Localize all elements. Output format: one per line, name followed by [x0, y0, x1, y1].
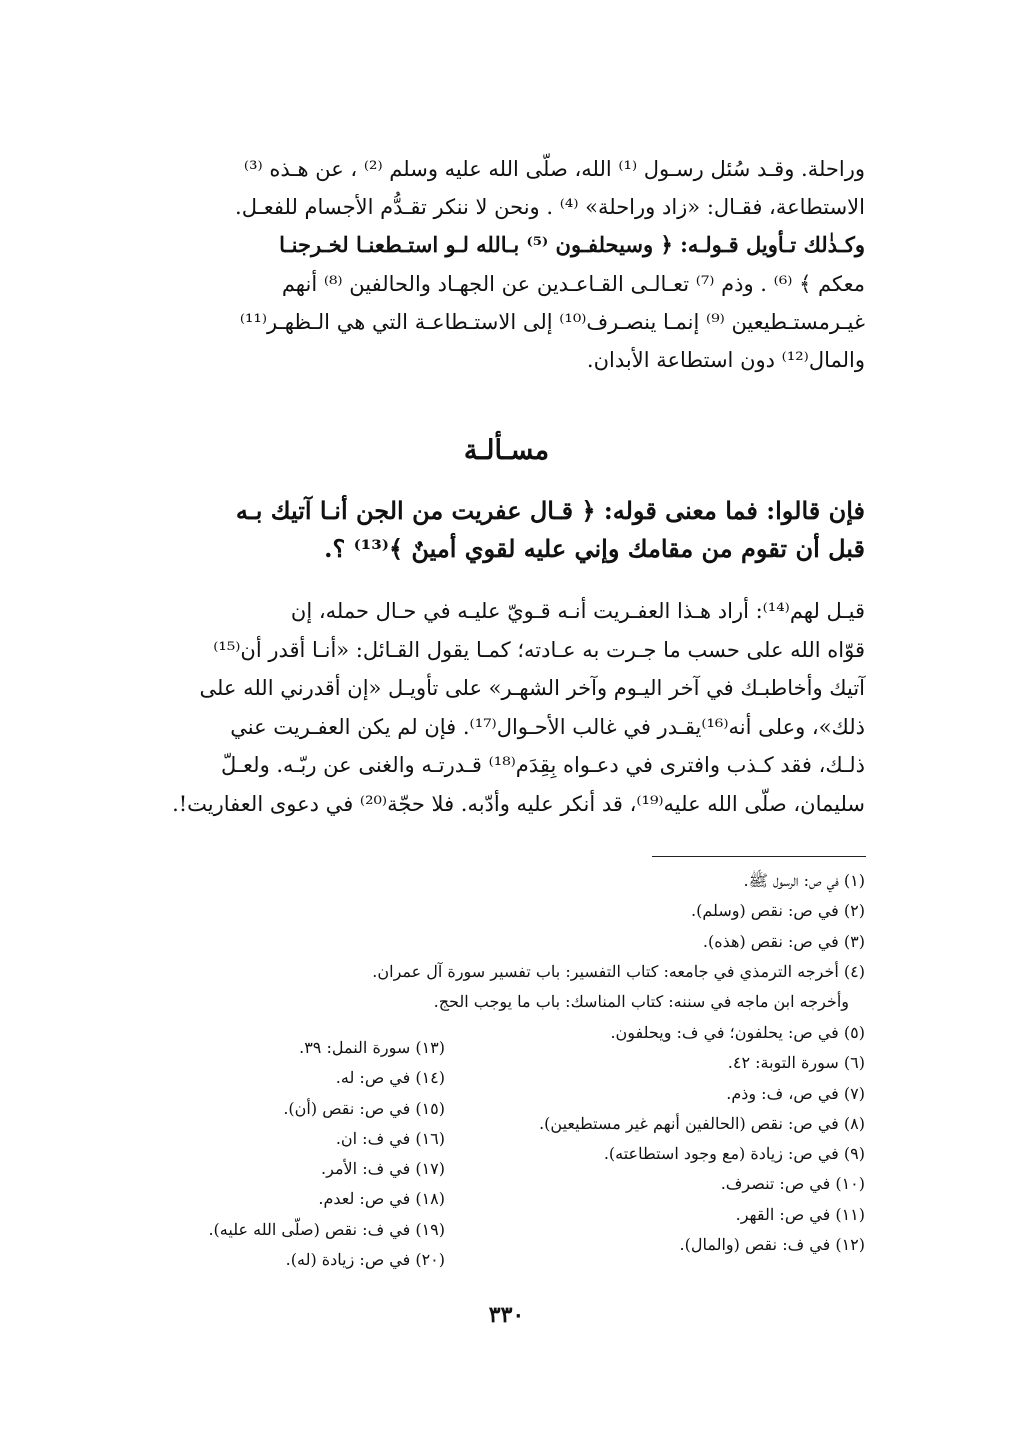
footnote: (١٤) في ص: له.: [335, 1068, 445, 1088]
footnote: (٤) أخرجه الترمذي في جامعه: كتاب التفسير: باب تفسير سورة آل عمران.: [372, 961, 865, 981]
footnote: (٢) في ص: نقص (وسلم).: [691, 901, 865, 921]
footnotes-right-column: [480, 1018, 865, 1260]
text-line: والمال⁽¹²⁾ دون استطاعة الأبدان.: [586, 348, 865, 373]
question-paragraph: [150, 492, 865, 568]
footnote-separator: [652, 856, 866, 857]
footnotes-top: [250, 866, 865, 1017]
footnote: (٥) في ص: يحلفون؛ في ف: ويحلفون.: [610, 1023, 865, 1042]
footnote: (٣) في ص: نقص (هذه).: [702, 931, 865, 951]
footnote: (١٢) في ف: نقص (والمال).: [679, 1235, 865, 1255]
footnote: (١٦) في ف: ان.: [335, 1128, 445, 1148]
footnote: (٨) في ص: نقص (الحالفين أنهم غير مستطيعين).: [539, 1113, 865, 1133]
text-line: وراحلة. وقـد سُئل رسـول ⁽¹⁾ الله، صلّى الله عليه وسلم ⁽²⁾ ، عن هـذه ⁽³⁾: [243, 157, 865, 181]
footnote: (٦) سورة التوبة: ٤٢.: [727, 1053, 865, 1073]
page-number: ٣٣٠: [488, 1302, 525, 1328]
top-paragraph: [150, 150, 865, 379]
footnote: (٢٠) في ص: زيادة (له).: [285, 1250, 445, 1270]
footnote: وأخرجه ابن ماجه في سننه: كتاب المناسك: باب ما يوجب الحج.: [433, 992, 849, 1012]
footnote: (١٩) في ف: نقص (صلّى الله عليه).: [208, 1219, 445, 1239]
footnote: (١٣) سورة النمل: ٣٩.: [299, 1038, 445, 1057]
text-line: غيـرمستـطيعين ⁽⁹⁾ إنمـا ينصـرف⁽¹⁰⁾ إلى الاستـطاعـة التي هي الـظهـر⁽¹¹⁾: [239, 309, 865, 334]
text-line: قيـل لهم⁽¹⁴⁾: أراد هـذا العفـريت أنـه قـويّ عليـه في حـال حمله، إن: [290, 599, 865, 623]
footnote: (٧) في ص، ف: وذم.: [726, 1083, 865, 1103]
footnote: (١٨) في ص: لعدم.: [318, 1189, 445, 1209]
text-line: معكم ﴾ ⁽⁶⁾ . وذم ⁽⁷⁾ تعـالـى القـاعـدين عن الجهـاد والحالفين ⁽⁸⁾ أنهم: [281, 271, 865, 296]
answer-paragraph: [150, 592, 865, 823]
footnote: (١١) في ص: القهر.: [735, 1204, 865, 1224]
text-line: الاستطاعة، فقـال: «زاد وراحلة» ⁽⁴⁾ . ونحن لا ننكر تقـدُّم الأجسام للفعـل.: [235, 195, 865, 220]
footnote: (٩) في ص: زيادة (مع وجود استطاعته).: [603, 1144, 865, 1164]
text-line: قبل أن تقوم من مقامك وإني عليه لقوي أمينٌ ﴾⁽¹³⁾ ؟.: [324, 534, 865, 563]
text-line: ذلك»، وعلى أنه⁽¹⁶⁾يقـدر في غالب الأحـوال⁽¹⁷⁾. فإن لم يكن العفـريت عني: [230, 714, 865, 739]
footnote: (١٠) في ص: تنصرف.: [720, 1174, 865, 1194]
footnote: (١٥) في ص: نقص (أن).: [283, 1098, 445, 1118]
footnote: (١٧) في ف: الأمر.: [321, 1159, 445, 1179]
text-line: آتيك وأخاطبـك في آخر اليـوم وآخر الشهـر» على تأويـل «إن أقدرني الله على: [199, 676, 865, 700]
section-title: مسـألـة: [463, 435, 550, 466]
text-line: فإن قالوا: فما معنى قوله: ﴿ قـال عفريت من الجن أنـا آتيك بـه: [235, 496, 865, 525]
text-line: قوّاه الله على حسب ما جـرت به عـادته؛ كمـا يقول القـائل: «أنـا أقدر أن⁽¹⁵⁾: [213, 637, 865, 662]
footnote: (١) في ص: الرسول ﷺ.: [743, 871, 865, 890]
text-line: سليمان، صلّى الله عليه⁽¹⁹⁾، قد أنكر عليه وأدّبه. فلا حجّة⁽²⁰⁾ في دعوى العفاريت!.: [172, 791, 865, 816]
footnotes-left-column: [160, 1033, 445, 1275]
text-line: ذلـك، فقد كـذب وافترى في دعـواه بِقِدَم⁽¹⁸⁾ قـدرتـه والغنى عن ربّـه. ولعـلّ: [220, 753, 865, 777]
text-line: وكـذٰلك تـأويل قـولـه: ﴿ وسيحلفـون ⁽⁵⁾ بـالله لـو استـطعنـا لخـرجنـا: [279, 232, 865, 258]
